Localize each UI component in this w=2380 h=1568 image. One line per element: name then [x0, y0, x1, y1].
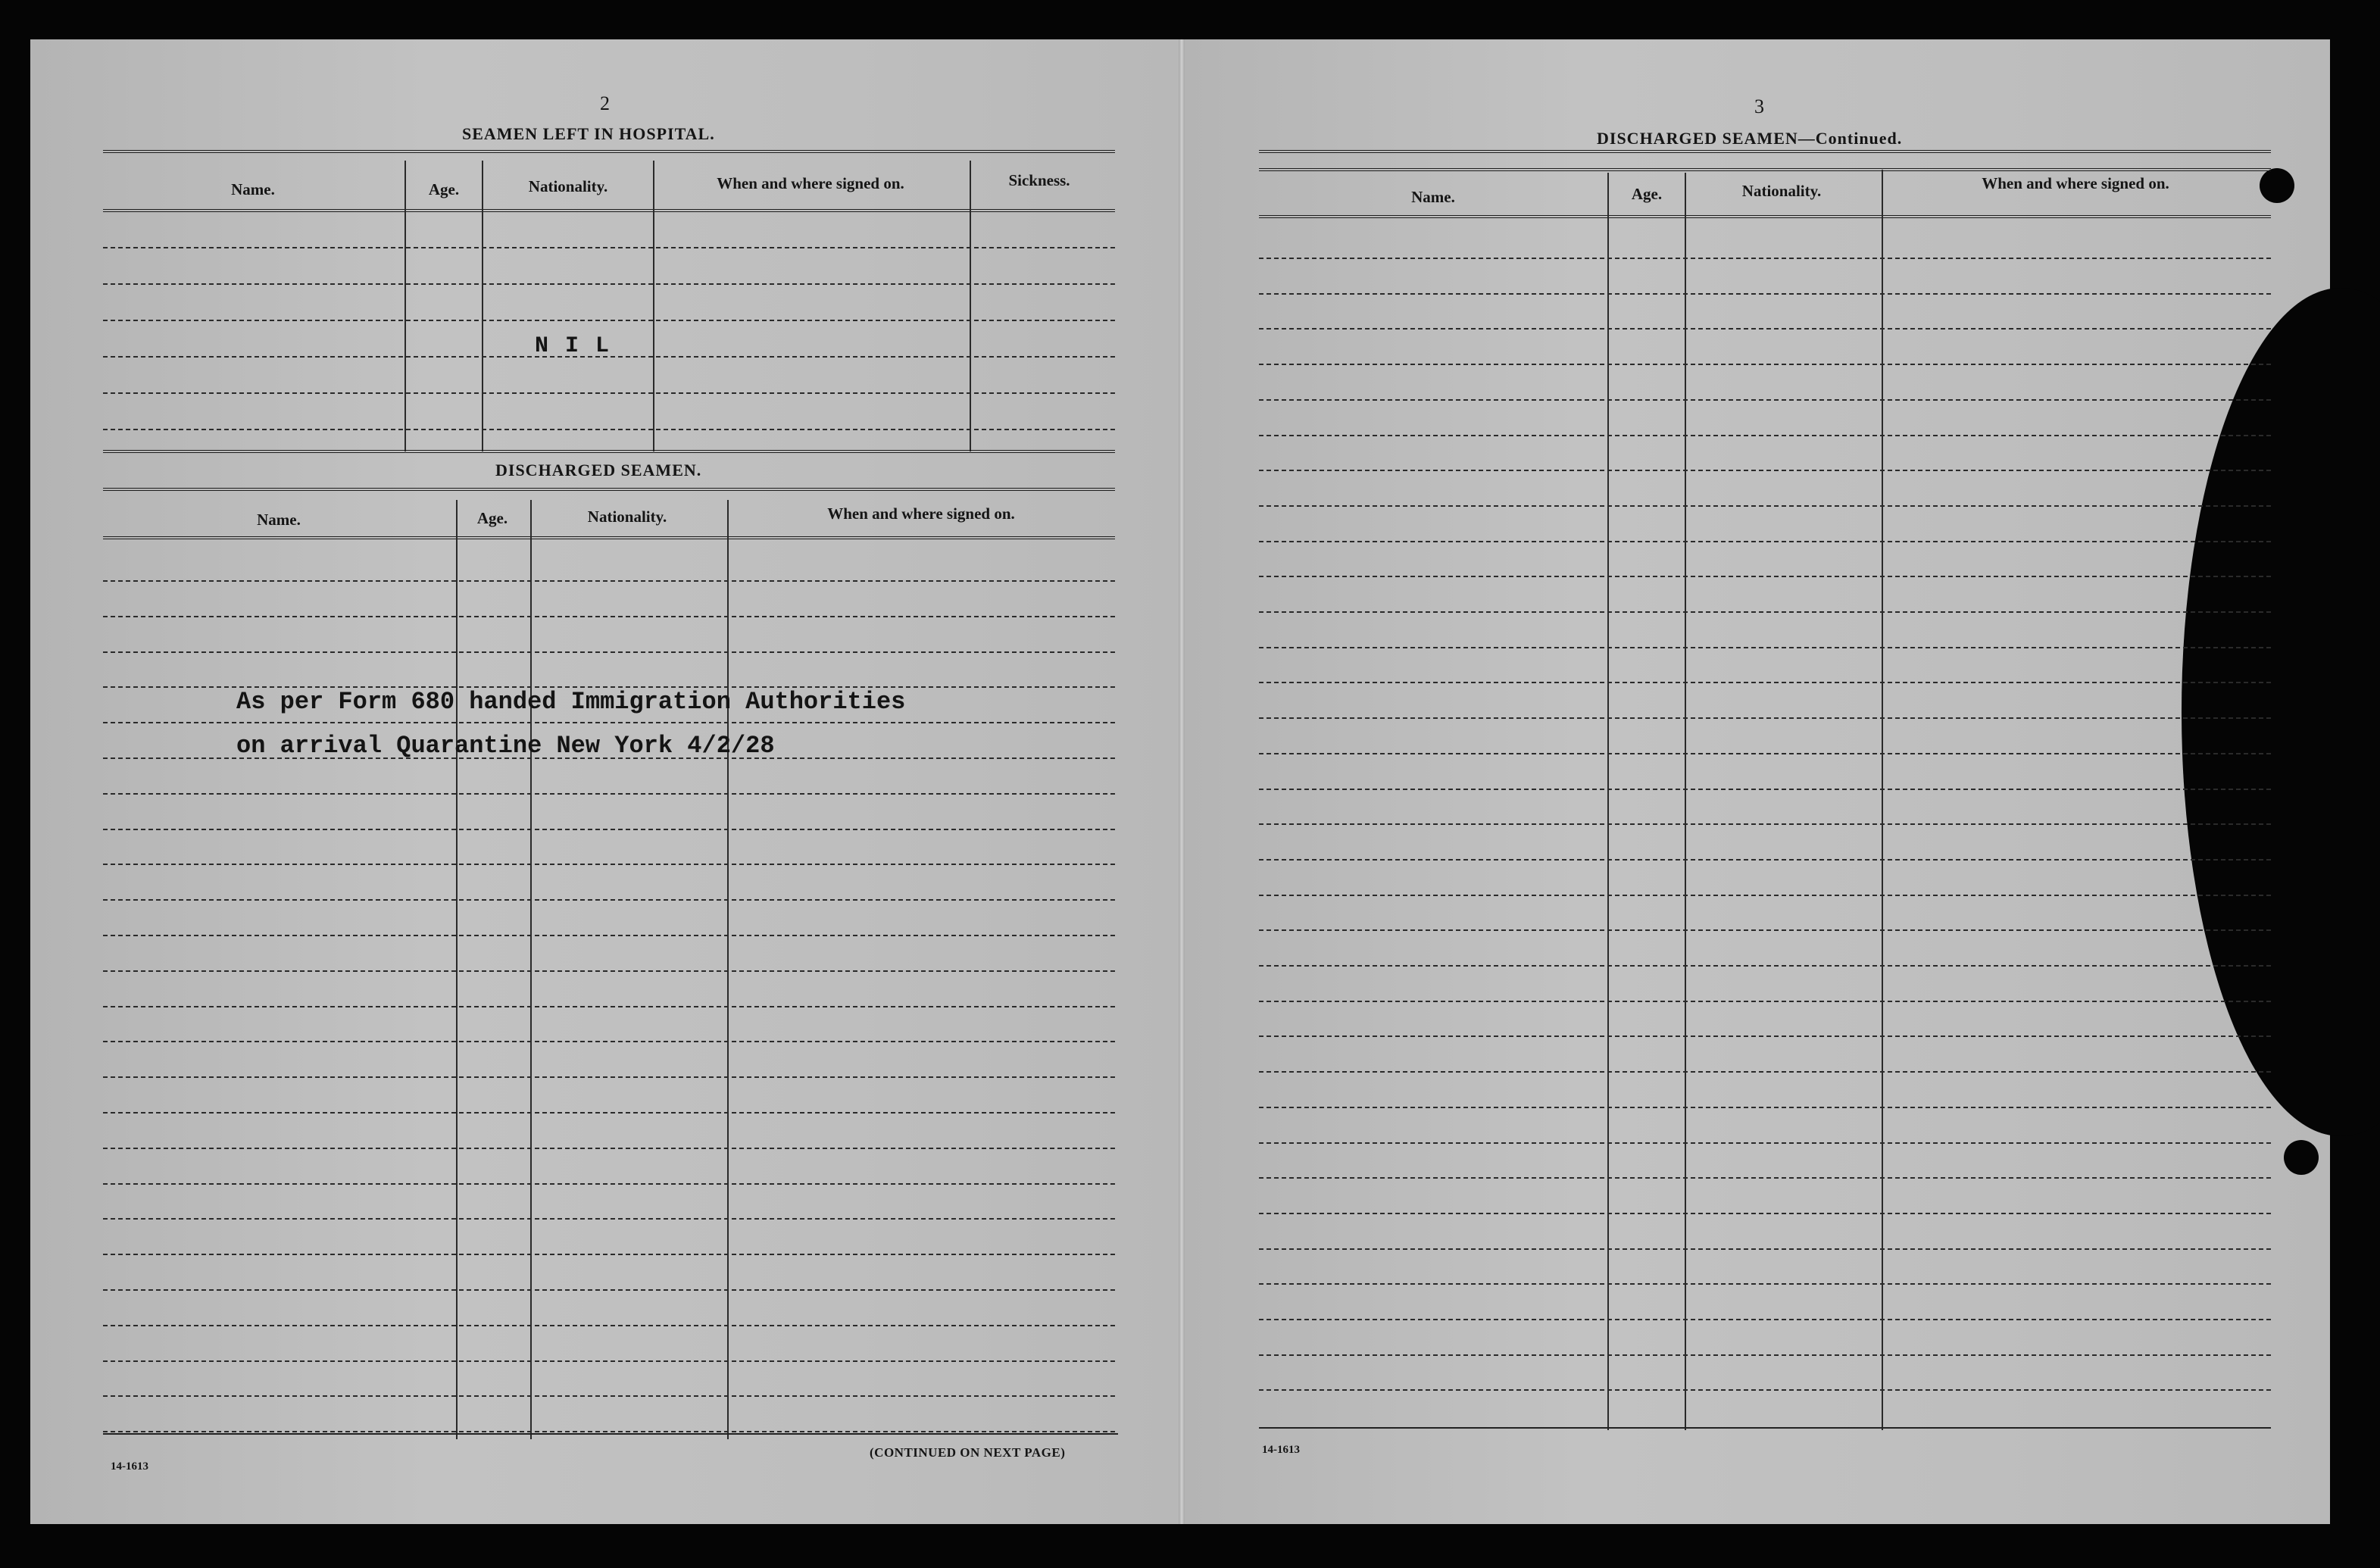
row-line: [1259, 1319, 2271, 1320]
row-line: [103, 247, 1115, 248]
table-rule: [103, 450, 1115, 453]
row-line: [1259, 1248, 2271, 1250]
column-header-nationality: Nationality.: [528, 177, 608, 195]
table-rule: [103, 488, 1115, 491]
row-line: [1259, 789, 2271, 790]
hospital-section-title: SEAMEN LEFT IN HOSPITAL.: [462, 124, 715, 143]
column-separator: [653, 161, 654, 451]
row-line: [1259, 505, 2271, 507]
row-line: [103, 283, 1115, 285]
punch-hole: [2284, 1140, 2319, 1175]
hospital-entry-nil: N I L: [535, 333, 611, 359]
row-line: [103, 686, 1115, 688]
row-line: [103, 935, 1115, 936]
column-header-nationality: Nationality.: [1741, 182, 1822, 200]
punch-hole: [2260, 168, 2294, 203]
row-line: [1259, 1283, 2271, 1285]
column-header-name: Name.: [257, 511, 301, 529]
row-line: [1259, 470, 2271, 471]
column-separator: [456, 500, 458, 1439]
table-rule: [103, 150, 1115, 153]
row-line: [103, 1218, 1115, 1220]
row-line: [1259, 1071, 2271, 1073]
row-line: [103, 320, 1115, 321]
table-rule: [1259, 215, 2271, 218]
continued-note: (CONTINUED ON NEXT PAGE): [870, 1445, 1066, 1460]
column-header-nationality: Nationality.: [587, 508, 667, 526]
row-line: [1259, 1001, 2271, 1002]
discharged-continued-title: DISCHARGED SEAMEN—Continued.: [1597, 129, 1903, 148]
right-page: [1182, 39, 2330, 1524]
column-separator: [482, 161, 483, 451]
row-line: [1259, 1035, 2271, 1037]
row-line: [1259, 328, 2271, 330]
table-rule: [1259, 150, 2271, 153]
column-header-age: Age.: [1631, 185, 1663, 203]
row-line: [103, 1360, 1115, 1362]
row-line: [1259, 435, 2271, 436]
form-code: 14-1613: [1262, 1444, 1300, 1456]
row-line: [103, 899, 1115, 901]
column-header-signed-on: When and where signed on.: [827, 504, 1015, 523]
row-line: [1259, 1389, 2271, 1391]
row-line: [1259, 717, 2271, 719]
row-line: [1259, 541, 2271, 542]
row-line: [1259, 576, 2271, 577]
row-line: [1259, 965, 2271, 967]
column-separator: [970, 161, 971, 451]
row-line: [1259, 399, 2271, 401]
row-line: [103, 392, 1115, 394]
row-line: [103, 429, 1115, 430]
row-line: [103, 1112, 1115, 1114]
typed-note-line-2: on arrival Quarantine New York 4/2/28: [236, 732, 775, 760]
table-rule: [103, 536, 1115, 539]
column-separator: [1685, 173, 1686, 1430]
discharged-section-title: DISCHARGED SEAMEN.: [495, 461, 702, 479]
row-line: [103, 1325, 1115, 1326]
row-line: [1259, 895, 2271, 896]
row-line: [1259, 929, 2271, 931]
row-line: [1259, 682, 2271, 683]
row-line: [103, 757, 1115, 759]
table-rule: [1259, 1427, 2271, 1429]
row-line: [1259, 1177, 2271, 1179]
page-number: 2: [600, 92, 610, 114]
row-line: [1259, 364, 2271, 365]
column-header-age: Age.: [476, 509, 508, 527]
row-line: [103, 793, 1115, 795]
column-separator: [727, 500, 729, 1439]
row-line: [103, 616, 1115, 617]
row-line: [103, 1006, 1115, 1007]
table-rule: [1259, 168, 2271, 171]
row-line: [103, 1289, 1115, 1291]
row-line: [103, 970, 1115, 972]
row-line: [103, 651, 1115, 653]
row-line: [103, 1041, 1115, 1042]
row-line: [103, 829, 1115, 830]
left-page: [30, 39, 1182, 1524]
row-line: [1259, 1107, 2271, 1108]
column-separator: [1607, 173, 1609, 1430]
form-code: 14-1613: [111, 1460, 148, 1473]
row-line: [103, 580, 1115, 582]
row-line: [103, 1395, 1115, 1397]
row-line: [1259, 293, 2271, 295]
row-line: [103, 1183, 1115, 1185]
column-header-name: Name.: [1411, 188, 1455, 206]
page-fold: [1179, 39, 1185, 1524]
row-line: [1259, 859, 2271, 861]
table-rule: [103, 209, 1115, 212]
row-line: [1259, 753, 2271, 754]
table-rule: [103, 1433, 1118, 1435]
row-line: [1259, 823, 2271, 825]
row-line: [1259, 611, 2271, 613]
column-header-sickness: Sickness.: [1008, 171, 1070, 189]
column-header-signed-on: When and where signed on.: [1982, 174, 2169, 192]
column-header-name: Name.: [231, 180, 275, 198]
column-separator: [530, 500, 532, 1439]
typed-note-line-1: As per Form 680 handed Immigration Authorities: [236, 688, 906, 716]
row-line: [103, 722, 1115, 723]
row-line: [1259, 1354, 2271, 1356]
row-line: [103, 864, 1115, 865]
column-header-signed-on: When and where signed on.: [717, 174, 904, 192]
page-number: 3: [1754, 95, 1764, 117]
column-header-age: Age.: [428, 180, 460, 198]
row-line: [1259, 647, 2271, 648]
row-line: [103, 1148, 1115, 1149]
row-line: [1259, 1213, 2271, 1214]
row-line: [1259, 258, 2271, 259]
row-line: [103, 1076, 1115, 1078]
column-separator: [1882, 170, 1883, 1430]
row-line: [103, 1254, 1115, 1255]
row-line: [1259, 1142, 2271, 1144]
row-line: [103, 1431, 1115, 1432]
column-separator: [404, 161, 406, 451]
